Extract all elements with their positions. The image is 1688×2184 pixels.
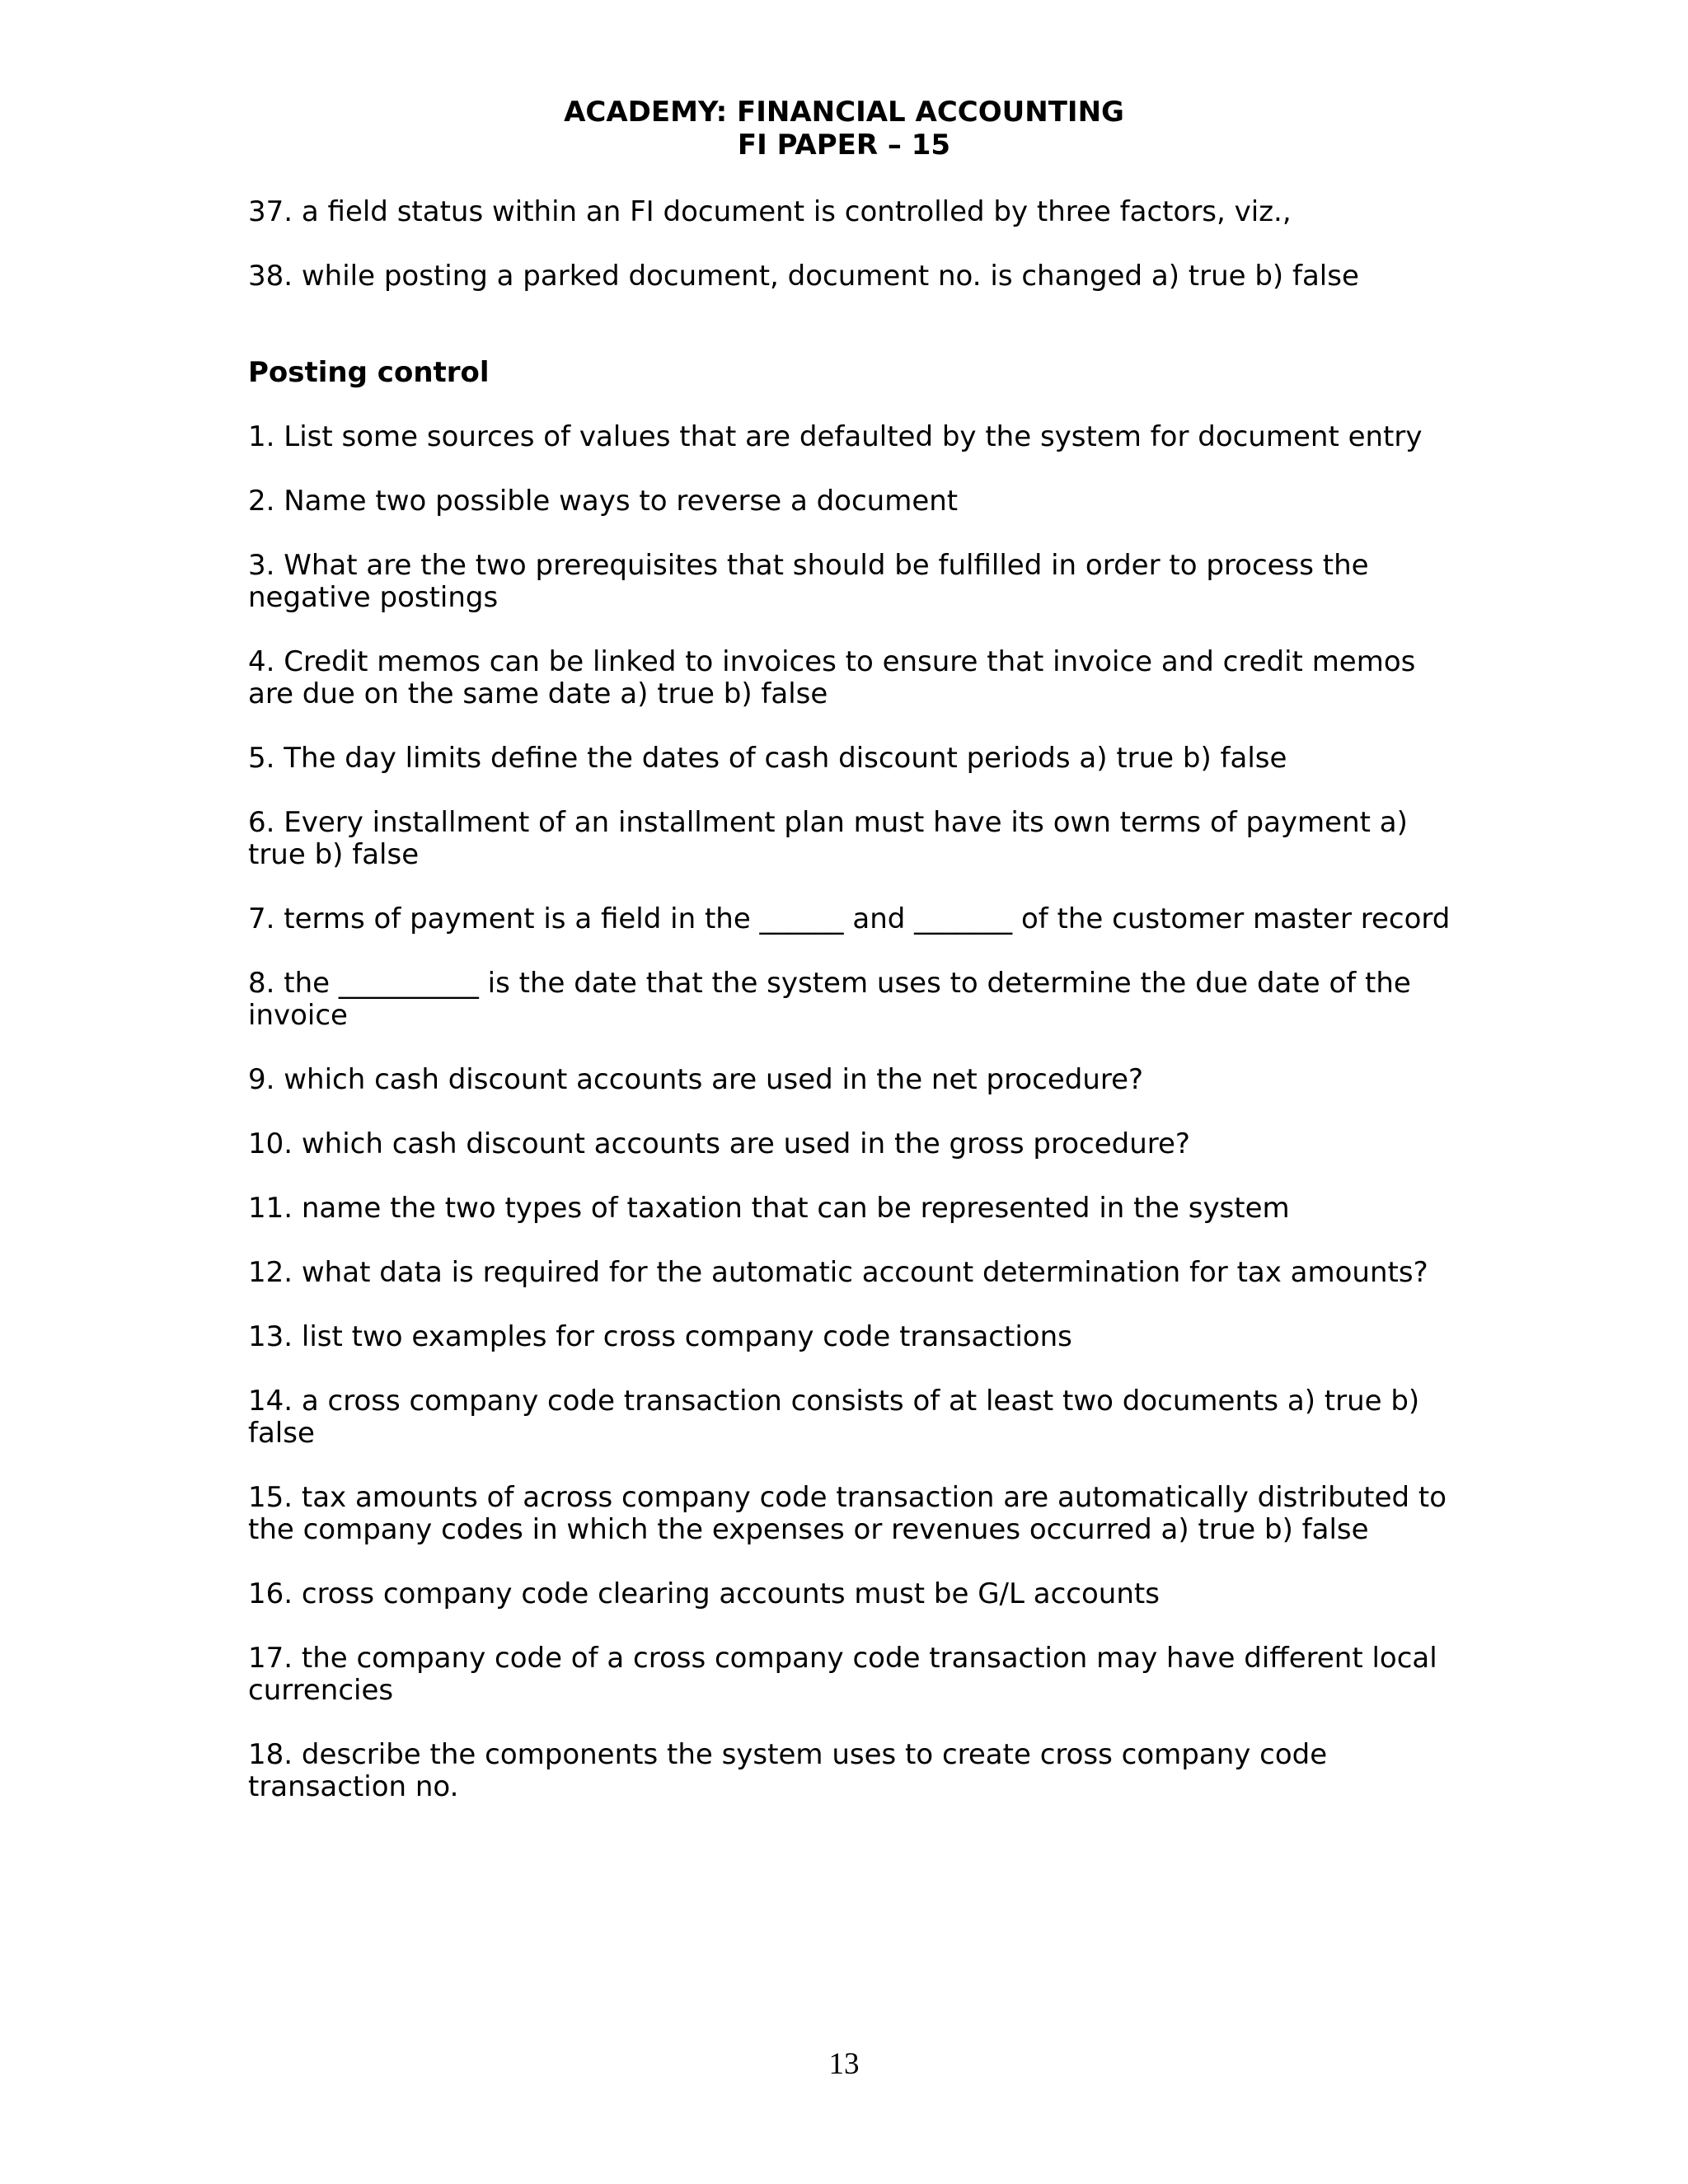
header-subtitle: FI PAPER – 15 xyxy=(737,129,951,162)
question-12: 12. what data is required for the automatic account determination for tax amounts? xyxy=(248,1256,1428,1289)
question-6: 6. Every installment of an installment plan must have its own terms of payment a) true b) false xyxy=(248,806,1408,871)
question-3: 3. What are the two prerequisites that should be fulfilled in order to process the negative postings xyxy=(248,549,1369,614)
document-header xyxy=(0,96,1688,162)
question-13: 13. list two examples for cross company code transactions xyxy=(248,1320,1072,1353)
section-title: Posting control xyxy=(248,356,490,389)
page-number: 13 xyxy=(828,2047,860,2081)
question-16: 16. cross company code clearing accounts must be G/L accounts xyxy=(248,1577,1160,1610)
question-5: 5. The day limits define the dates of cash discount periods a) true b) false xyxy=(248,742,1287,775)
question-18: 18. describe the components the system uses to create cross company code transaction no. xyxy=(248,1738,1328,1803)
question-1: 1. List some sources of values that are defaulted by the system for document entry xyxy=(248,420,1423,453)
question-9: 9. which cash discount accounts are used in the net procedure? xyxy=(248,1063,1144,1096)
question-14: 14. a cross company code transaction consists of at least two documents a) true b) false xyxy=(248,1385,1420,1450)
question-7: 7. terms of payment is a field in the ______ and _______ of the customer master record xyxy=(248,902,1451,935)
document-body xyxy=(248,196,1451,1835)
header-title: ACADEMY: FINANCIAL ACCOUNTING xyxy=(564,96,1124,129)
question-37: 37. a field status within an FI document is controlled by three factors, viz., xyxy=(248,195,1292,228)
question-15: 15. tax amounts of across company code transaction are automatically distributed to the company codes in which the expenses or revenues occurred a) true b) false xyxy=(248,1481,1447,1546)
question-4: 4. Credit memos can be linked to invoices to ensure that invoice and credit memos are due on the same date a) true b) false xyxy=(248,645,1416,710)
question-2: 2. Name two possible ways to reverse a document xyxy=(248,485,959,518)
question-8: 8. the __________ is the date that the system uses to determine the due date of the invoice xyxy=(248,967,1411,1032)
question-38: 38. while posting a parked document, document no. is changed a) true b) false xyxy=(248,260,1359,293)
question-10: 10. which cash discount accounts are used in the gross procedure? xyxy=(248,1127,1190,1160)
question-11: 11. name the two types of taxation that can be represented in the system xyxy=(248,1192,1290,1225)
question-17: 17. the company code of a cross company code transaction may have different local currencies xyxy=(248,1642,1437,1707)
